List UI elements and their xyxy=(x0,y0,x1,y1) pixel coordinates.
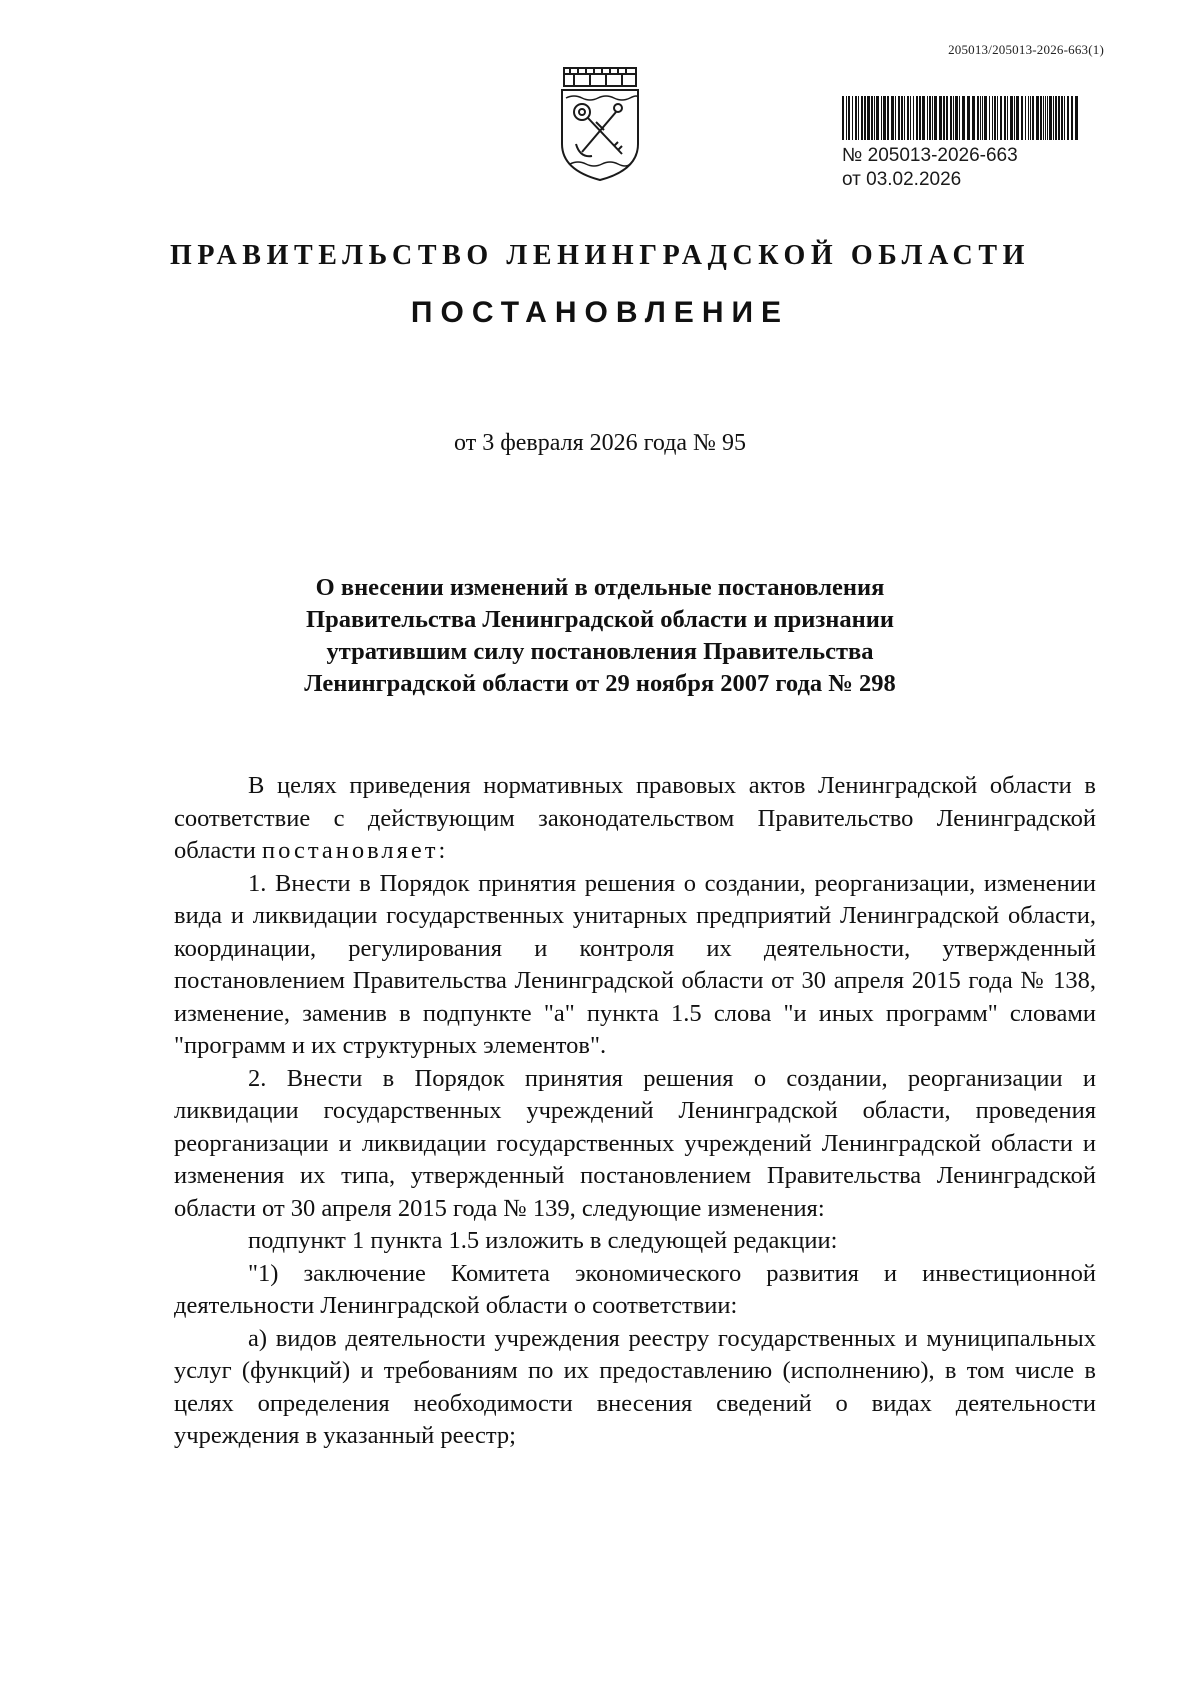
subclause-intro: подпункт 1 пункта 1.5 изложить в следующей редакции: xyxy=(248,1227,838,1254)
issuing-authority: ПРАВИТЕЛЬСТВО ЛЕНИНГРАДСКОЙ ОБЛАСТИ xyxy=(169,240,1031,271)
document-title xyxy=(250,572,950,700)
title-line: утратившим силу постановления Правительства xyxy=(326,638,874,665)
preamble-verb: постановляет xyxy=(262,837,439,864)
title-line: Правительства Ленинградской области и признании xyxy=(306,606,894,633)
subclause-a: а) видов деятельности учреждения реестру государственных и муниципальных услуг (функций) и требованиям по их предоставлению (исполнению), в том числе в целях определения необходимости внесения сведений о видах деятельности учреждения в указанный реестр; xyxy=(174,1324,1096,1449)
document-body xyxy=(174,770,1096,1453)
preamble-text: В целях приведения нормативных правовых актов Ленинградской области в соответствие с действующим законодательством Правительство Ленинградской области xyxy=(174,772,1096,864)
title-line: Ленинградской области от 29 ноября 2007 года № 298 xyxy=(304,670,896,697)
title-line: О внесении изменений в отдельные постановления xyxy=(315,574,885,601)
registration-number: № 205013-2026-663 xyxy=(842,145,1018,166)
document-reference: 205013/205013-2026-663(1) xyxy=(948,42,1104,57)
registration-date: от 03.02.2026 xyxy=(842,169,962,190)
clause-2: 2. Внести в Порядок принятия решения о создании, реорганизации и ликвидации государственных учреждений Ленинградской области, проведения реорганизации и ликвидации государственных учреждений Ленинградской области и изменения их типа, утвержденный постановлением Правительства Ленинградской области от 30 апреля 2015 года № 139, следующие изменения: xyxy=(174,1064,1096,1222)
subclause-1: "1) заключение Комитета экономического развития и инвестиционной деятельности Ленинградской области о соответствии: xyxy=(174,1259,1096,1319)
preamble-paragraph xyxy=(174,770,1096,868)
document-date-number: от 3 февраля 2026 года № 95 xyxy=(454,430,746,456)
coat-of-arms-icon xyxy=(556,64,644,184)
clause-1: 1. Внести в Порядок принятия решения о создании, реорганизации, изменении вида и ликвидации государственных унитарных предприятий Ленинградской области, координации, регулирования и контроля их деятельности, утвержденный постановлением Правительства Ленинградской области от 30 апреля 2015 года № 138, изменение, заменив в подпункте "а" пункта 1.5 слова "и иных программ" словами "программ и их структурных элементов". xyxy=(174,869,1096,1059)
registration-block xyxy=(842,96,1102,192)
barcode-icon xyxy=(842,96,1082,140)
document-type: ПОСТАНОВЛЕНИЕ xyxy=(410,296,790,329)
preamble-colon: : xyxy=(438,837,446,864)
